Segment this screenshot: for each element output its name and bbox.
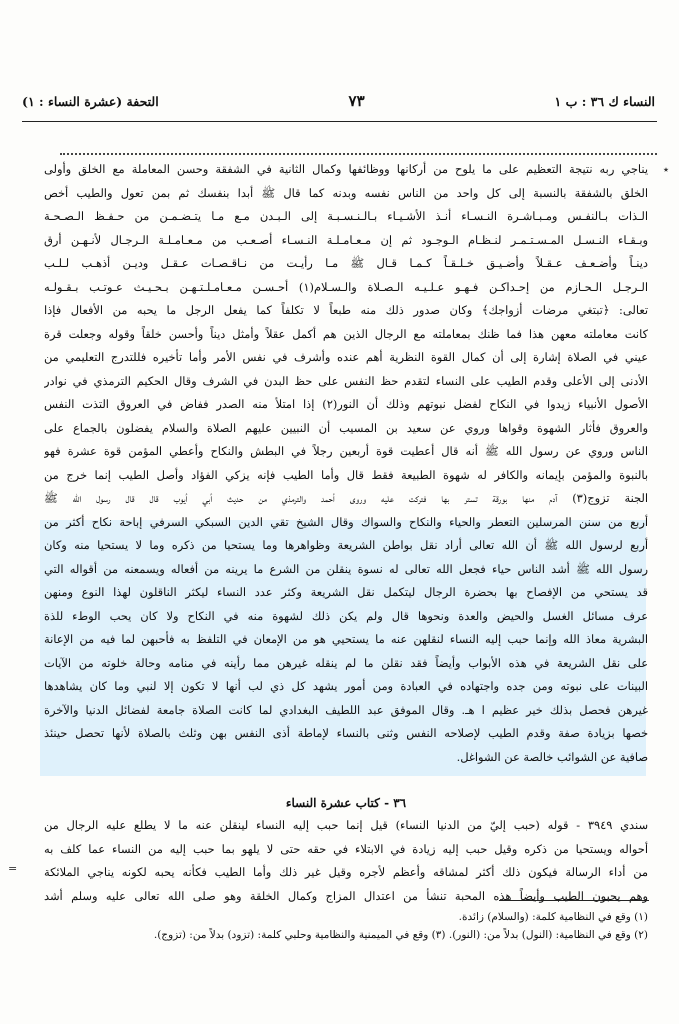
page-number: ٧٣ <box>348 92 365 110</box>
text-line: من أداء الرسالة فيكون ذلك أكثر لمشاقه وأعظم لأجره وقيل غير ذلك وأما الطيب فكأنه يحبه لكونه يناجي الملائكة <box>44 865 648 879</box>
text-line: على نقل الشريعة في هذه الأبواب وأيضاً فقد نقلن ما لم ينقله غيرهن مما رأينه في منامه وحالة خلوته من الآيات <box>44 655 648 670</box>
text-line: قد يستحي من الإفصاح بها بحضرة الرجال ليتكمل نقل الشريعة وكثر عدد النساء ليكثر الناقلون لهذا النوع ومنهن <box>44 585 648 599</box>
text-line: عيني في الصلاة إشارة إلى أن كمال القوة النظرية أهم عنده وأشرف في نفس الأمر وأما تأخيره فللتدرج التعليمي من <box>44 350 648 364</box>
footnote-rule <box>499 900 649 901</box>
text-line: دينـاً وأضـعـف عـقـلاً وأضـيـق خـلـقـاً كـمـا قـال ﷺ مـا رأيـت من نـاقـصـات عـقـل وديـن أذهـب لـلـب <box>44 256 648 270</box>
sindi-commentary-paragraph <box>44 814 648 908</box>
text-line: وهم يحبون الطيب وأيضاً هذه المحبة تنشأ من اعتدال المزاج وكمال الخلقة وهو صلى الله تعالى عليه وسلم أشد <box>44 888 648 903</box>
text-line: غيرهن فحصل بذلك خير عظيم ا هـ. وقال الموفق عبد اللطيف البغدادي لما كانت الصلاة جامعة لفضائل الدنيا والآخرة <box>44 702 648 717</box>
text-line: (٢) وقع في النظامية: (النول) بدلاً من: (النور). (٣) وقع في الميمنية والنظامية وحلبي كلمة: (تزود) بدلاً من: (تزوج). <box>153 929 648 941</box>
text-line: رسول الله ﷺ أشد الناس حياء فجعل الله تعالى له نسوة ينقلن من الشرع ما يرينه من أفعاله ويسمعنه من أقواله التي <box>44 561 648 576</box>
text-line: الناس وروي عن رسول الله ﷺ أنه قال أعطيت قوة أربعين رجلاً في البطش والنكاح وأعطي المؤمن قوة عشرة فهو <box>44 444 648 458</box>
text-line: أربع من سنن المرسلين التعطر والحياء والنكاح والسواك وقال الشيخ تقي الدين السبكي السرفي إباحة نكاح أكثر من <box>44 514 648 529</box>
text-line: تعالى: ﴿تبتغي مرضات أزواجك﴾ وكان صدور ذلك منه طبعاً لا تكلفاً كما يفعل الرجل ما يحبه من الأفعال فإذا <box>44 303 648 317</box>
text-line: عرف مسائل الغسل والحيض والعدة ونحوها قال ولم يكن ذلك لشهوة منه في النكاح ولا كان يحب الوطء للذة <box>44 608 648 623</box>
header-right: النساء ك ٣٦ : ب ١ <box>554 93 655 109</box>
section-title: ٣٦ - كتاب عشرة النساء <box>285 796 407 810</box>
text-line: أحواله ويستحيا من ذكره وقيل حبب إليه زيادة في الابتلاء في حقه حتى لا يلهو بما حبب إليه من النساء عما كلف به <box>44 841 648 856</box>
text-line: وبـقـاء النـسـل المـسـتـمـر لنـظـام الـوجـود ثم إن مـعـامـلـة النـسـاء أصـعـب من مـعـامـلـة الـرجـال لأنـهـن أرق <box>44 232 648 247</box>
text-line: (١) وقع في النظامية كلمة: (والسلام) زائدة. <box>458 911 648 923</box>
text-line: والعروق فأثار الشهوة وقواها وروي عن سعيد بن المسيب أن النبيين عليهم الصلاة والسلام يفضلون بالجماع على <box>44 420 648 435</box>
commentary-paragraph <box>44 158 648 769</box>
margin-mark-top: ٭ <box>663 163 669 176</box>
text-line: صافية عن الشوائب خالصة عن الشواغل. <box>456 749 648 764</box>
margin-mark-bottom: = <box>8 862 18 875</box>
header-left: التحفة (عشرة النساء : ١) <box>22 93 159 109</box>
text-line: سندي ٣٩٤٩ - قوله (حبب إليّ من الدنيا النساء) قيل إنما حبب إليه النساء لينقلن عنه ما لا يطلع عليه الرجال من <box>44 818 648 832</box>
header-rule <box>22 121 657 122</box>
text-line: الـرجـل الـحـازم من إحـداكـن فـهـو عـلـيـه الـصـلاة والـسـلام(١) أحـسـن مـعـامـلـتـهـن بـحـيـث عـوتـب بـقـولـه <box>44 279 648 294</box>
text-line: الأصول الأنبياء زيدوا في النكاح لفضل نبوتهم وذلك أن النور(٢) إذا امتلأ منه الصدر ففاض في العروق التذت النفس <box>44 397 648 411</box>
text-line: الخلق بالشفقة بالنسبة إلى كل واحد من الناس نفسه وبدنه كما قال ﷺ أبدا بنفسك ثم بمن تعول والطيب أخص <box>44 185 648 200</box>
text-line: خصها بزيادة صفة وقدم الطيب لإصلاحه النفس وثنى بالنساء لإماطة أذى النفس بهن وثلث بالصلاة لأنها تحصل حينئذ <box>44 726 648 740</box>
text-line: البشرية معاذ الله وإنما حبب إليه النساء لنقلهن عنه ما يستحيي هو من الإمعان في التلفظ به فأحبهن لما فيه من الإعانة <box>44 632 648 646</box>
text-line: الـذات بـالنفـس ومـبـاشـرة النـسـاء أنـذ الأشـيـاء بـالـنـسـبـة إلى الـبـدن مـع مـا يتـضـمـن من حـفـظ الـصـحـة <box>44 209 648 223</box>
dotted-separator <box>60 153 657 155</box>
running-header <box>22 88 655 114</box>
text-line: الأدنى إلى الأعلى وقدم الطيب على النساء لتقدم حظ النفس على حظ البدن في الشرف وقال الحكيم الترمذي في نوادر <box>44 373 648 388</box>
text-line: البينات على نبوته ومن جده واجتهاده في العبادة ومن أمور يشهد كل ذي لب أنها لا تكون إلا لنبي وما كان يشاهدها <box>44 679 648 693</box>
text-line: أربع لرسول الله ﷺ أن الله تعالى أراد نقل بواطن الشريعة وظواهرها وما يستحيا من ذكره وما لا يستحيا منه وكان <box>44 538 648 552</box>
footnotes <box>44 908 648 944</box>
text-line: يناجي ربه نتيجة التعظيم على ما يلوح من أركانها ووظائفها وكمال الثانية في الشفقة وحسن المعاملة مع الخلق وأولى <box>44 162 648 176</box>
text-line: الجنة تزوج(٣) آدم منها بورقة تستر بها فتركت عليه وروى أحمد والترمذي من حديث أبي أيوب قال قال رسول الله ﷺ <box>44 491 648 505</box>
text-line: كانت معاملته معهن هذا فما ظنك بمعاملته مع الرجال الذين هم أكمل عقلاً وأمثل ديناً وأحسن خلقاً وقوله وجعلت قرة <box>44 326 648 341</box>
text-line: بالنبوة والمؤمن بإيمانه والكافر له شهوة الطبيعة فقط قال وأما الطيب فإنه يزكي الفؤاد وأصل الطيب إنما خرج من <box>44 467 648 482</box>
